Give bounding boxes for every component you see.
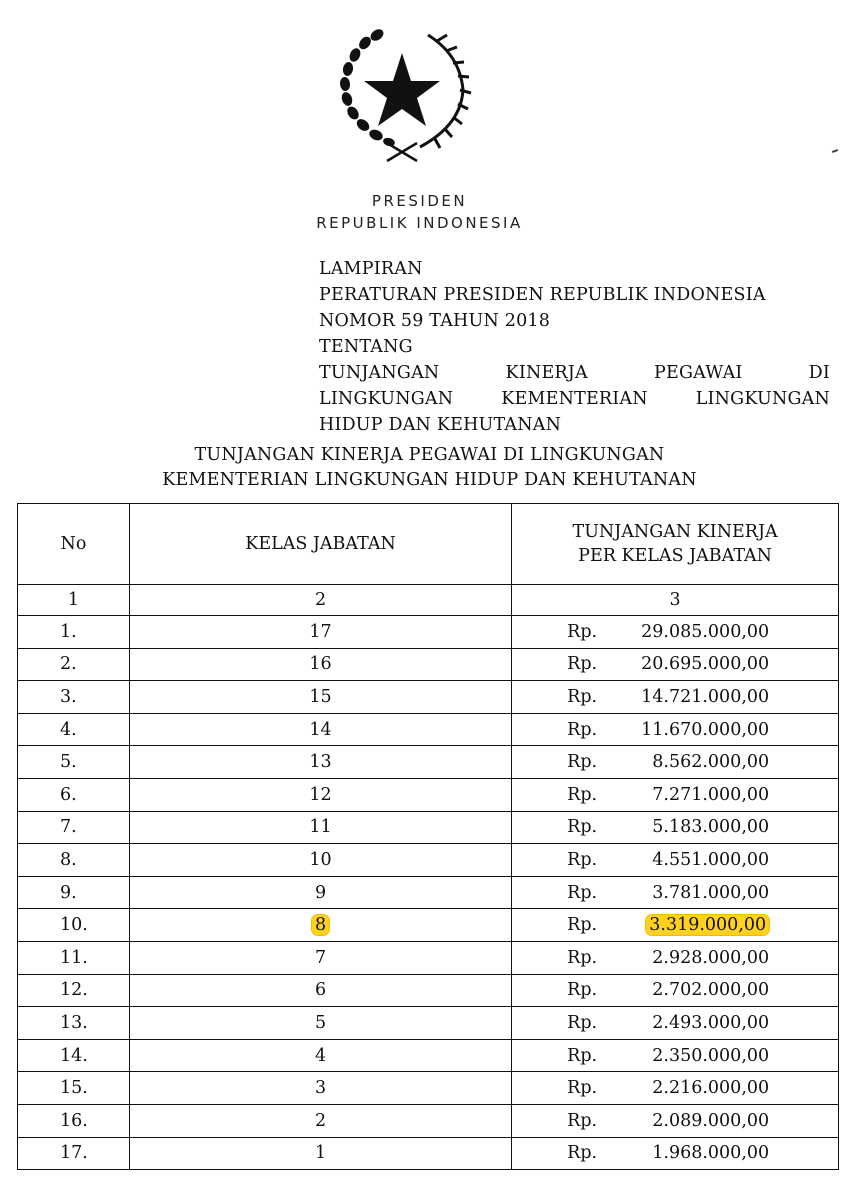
currency-label: Rp. (567, 1143, 598, 1164)
tunjangan-cell (512, 909, 839, 942)
currency-label: Rp. (567, 752, 598, 773)
row-number: 10. (18, 909, 130, 942)
kelas-jabatan-value: 16 (309, 654, 332, 675)
column-number: 3 (512, 585, 839, 616)
currency-label: Rp. (567, 947, 598, 968)
amount-value (619, 1111, 769, 1131)
tunjangan-cell (512, 648, 839, 681)
kelas-jabatan-value: 3 (314, 1078, 327, 1099)
amount-value (619, 785, 769, 805)
tunjangan-cell (512, 876, 839, 909)
currency-label: Rp. (567, 654, 598, 675)
kelas-jabatan-value: 15 (309, 686, 332, 707)
kelas-jabatan-value: 2 (314, 1110, 327, 1131)
tunjangan-cell (512, 844, 839, 877)
kelas-jabatan-value: 10 (309, 849, 332, 870)
table-row (18, 811, 839, 844)
tunjangan-cell (512, 746, 839, 779)
header-no: No (18, 504, 130, 585)
row-number: 4. (18, 713, 130, 746)
table-row (18, 1137, 839, 1170)
kelas-jabatan-value: 6 (314, 980, 327, 1001)
row-number: 6. (18, 778, 130, 811)
amount-value (619, 1013, 769, 1033)
office-title-line1: PRESIDEN (371, 192, 468, 210)
column-number: 2 (129, 585, 511, 616)
tunjangan-cell (512, 974, 839, 1007)
lampiran-line: NOMOR 59 TAHUN 2018 (319, 311, 551, 331)
row-number: 5. (18, 746, 130, 779)
kelas-jabatan-value: 8 (312, 915, 329, 935)
lampiran-line: TUNJANGAN KINERJA PEGAWAI DI (319, 363, 830, 383)
amount-text: 2.702.000,00 (652, 980, 770, 1001)
currency-label: Rp. (567, 1012, 598, 1033)
lampiran-block (319, 256, 830, 438)
table-row (18, 616, 839, 649)
currency-label: Rp. (567, 784, 598, 805)
kelas-jabatan-value: 14 (309, 719, 332, 740)
row-number: 16. (18, 1104, 130, 1137)
amount-text: 2.216.000,00 (652, 1078, 770, 1099)
row-number: 11. (18, 941, 130, 974)
row-number: 12. (18, 974, 130, 1007)
kelas-jabatan-cell (129, 1039, 511, 1072)
amount-value (619, 720, 769, 740)
tunjangan-cell (512, 941, 839, 974)
currency-label: Rp. (567, 980, 598, 1001)
amount-value (619, 948, 769, 968)
kelas-jabatan-cell (129, 616, 511, 649)
row-number: 3. (18, 681, 130, 714)
currency-label: Rp. (567, 915, 598, 936)
row-number: 8. (18, 844, 130, 877)
amount-value (619, 817, 769, 837)
currency-label: Rp. (567, 621, 598, 642)
kelas-jabatan-cell (129, 746, 511, 779)
lampiran-line: PERATURAN PRESIDEN REPUBLIK INDONESIA (319, 285, 766, 305)
kelas-jabatan-value: 11 (309, 817, 332, 838)
amount-value (619, 622, 769, 642)
amount-text: 11.670.000,00 (641, 719, 770, 740)
lampiran-line: LAMPIRAN (319, 259, 423, 279)
kelas-jabatan-cell (129, 876, 511, 909)
amount-text: 4.551.000,00 (652, 849, 770, 870)
kelas-jabatan-value: 17 (309, 621, 332, 642)
table-body (18, 616, 839, 1170)
currency-label: Rp. (567, 817, 598, 838)
currency-label: Rp. (567, 1078, 598, 1099)
document-title-line2: KEMENTERIAN LINGKUNGAN HIDUP DAN KEHUTANAN (162, 470, 697, 490)
amount-value (619, 1143, 769, 1163)
amount-value (619, 1046, 769, 1066)
presidential-emblem (325, 15, 480, 165)
amount-value (619, 883, 769, 903)
currency-label: Rp. (567, 719, 598, 740)
scan-mark (832, 149, 838, 153)
tunjangan-cell (512, 616, 839, 649)
table-row (18, 974, 839, 1007)
allowance-table (17, 503, 839, 1170)
table-row (18, 681, 839, 714)
table-row (18, 909, 839, 942)
table-row (18, 876, 839, 909)
currency-label: Rp. (567, 1045, 598, 1066)
kelas-jabatan-cell (129, 681, 511, 714)
kelas-jabatan-cell (129, 1137, 511, 1170)
kelas-jabatan-cell (129, 1104, 511, 1137)
amount-value (619, 980, 769, 1000)
amount-text: 14.721.000,00 (641, 686, 770, 707)
currency-label: Rp. (567, 849, 598, 870)
tunjangan-cell (512, 811, 839, 844)
kelas-jabatan-cell (129, 778, 511, 811)
amount-value (619, 1078, 769, 1098)
tunjangan-cell (512, 1104, 839, 1137)
amount-text: 3.781.000,00 (652, 882, 770, 903)
kelas-jabatan-value: 13 (309, 752, 332, 773)
amount-text: 2.928.000,00 (652, 947, 770, 968)
amount-text: 2.350.000,00 (652, 1045, 770, 1066)
office-title-line2: REPUBLIK INDONESIA (316, 214, 523, 232)
amount-text: 3.319.000,00 (646, 915, 769, 935)
amount-text: 5.183.000,00 (652, 817, 770, 838)
row-number: 15. (18, 1072, 130, 1105)
table-row (18, 746, 839, 779)
table-row (18, 648, 839, 681)
header-tunjangan (512, 504, 839, 585)
lampiran-line: HIDUP DAN KEHUTANAN (319, 415, 562, 435)
amount-text: 1.968.000,00 (652, 1143, 770, 1164)
header-tunjangan-line1: TUNJANGAN KINERJA (572, 522, 778, 542)
amount-value (619, 687, 769, 707)
table-header-row (18, 504, 839, 585)
tunjangan-cell (512, 1039, 839, 1072)
amount-text: 29.085.000,00 (641, 621, 770, 642)
amount-text: 2.089.000,00 (652, 1110, 770, 1131)
kelas-jabatan-cell (129, 974, 511, 1007)
kelas-jabatan-value: 12 (309, 784, 332, 805)
table-row (18, 844, 839, 877)
tunjangan-cell (512, 1007, 839, 1040)
table-row (18, 1039, 839, 1072)
document-title-line1: TUNJANGAN KINERJA PEGAWAI DI LINGKUNGAN (194, 445, 665, 465)
table-row (18, 1104, 839, 1137)
currency-label: Rp. (567, 882, 598, 903)
kelas-jabatan-value: 4 (314, 1045, 327, 1066)
amount-value (619, 654, 769, 674)
kelas-jabatan-value: 1 (314, 1143, 327, 1164)
row-number: 14. (18, 1039, 130, 1072)
table-row (18, 941, 839, 974)
kelas-jabatan-value: 5 (314, 1012, 327, 1033)
amount-value (619, 752, 769, 772)
kelas-jabatan-cell (129, 909, 511, 942)
currency-label: Rp. (567, 686, 598, 707)
table-row (18, 778, 839, 811)
lampiran-line: TENTANG (319, 337, 413, 357)
kelas-jabatan-cell (129, 811, 511, 844)
column-number-row (18, 585, 839, 616)
row-number: 17. (18, 1137, 130, 1170)
lampiran-line: LINGKUNGAN KEMENTERIAN LINGKUNGAN (319, 389, 830, 409)
kelas-jabatan-value: 9 (314, 882, 327, 903)
tunjangan-cell (512, 1072, 839, 1105)
kelas-jabatan-cell (129, 844, 511, 877)
table-row (18, 1007, 839, 1040)
header-tunjangan-line2: PER KELAS JABATAN (578, 546, 772, 566)
wreath-right (420, 35, 471, 148)
star-icon (364, 53, 440, 126)
table-row (18, 713, 839, 746)
kelas-jabatan-cell (129, 648, 511, 681)
wreath-stems (387, 143, 417, 161)
tunjangan-cell (512, 778, 839, 811)
currency-label: Rp. (567, 1110, 598, 1131)
kelas-jabatan-cell (129, 1007, 511, 1040)
tunjangan-cell (512, 1137, 839, 1170)
tunjangan-cell (512, 713, 839, 746)
column-number: 1 (18, 585, 130, 616)
header-kelas-jabatan: KELAS JABATAN (129, 504, 511, 585)
amount-text: 8.562.000,00 (652, 752, 770, 773)
amount-text: 20.695.000,00 (641, 654, 770, 675)
tunjangan-cell (512, 681, 839, 714)
amount-text: 2.493.000,00 (652, 1012, 770, 1033)
kelas-jabatan-value: 7 (314, 947, 327, 968)
kelas-jabatan-cell (129, 1072, 511, 1105)
amount-value (619, 850, 769, 870)
table-row (18, 1072, 839, 1105)
row-number: 13. (18, 1007, 130, 1040)
row-number: 1. (18, 616, 130, 649)
kelas-jabatan-cell (129, 941, 511, 974)
amount-text: 7.271.000,00 (652, 784, 770, 805)
row-number: 2. (18, 648, 130, 681)
row-number: 9. (18, 876, 130, 909)
row-number: 7. (18, 811, 130, 844)
amount-value (619, 915, 769, 935)
kelas-jabatan-cell (129, 713, 511, 746)
